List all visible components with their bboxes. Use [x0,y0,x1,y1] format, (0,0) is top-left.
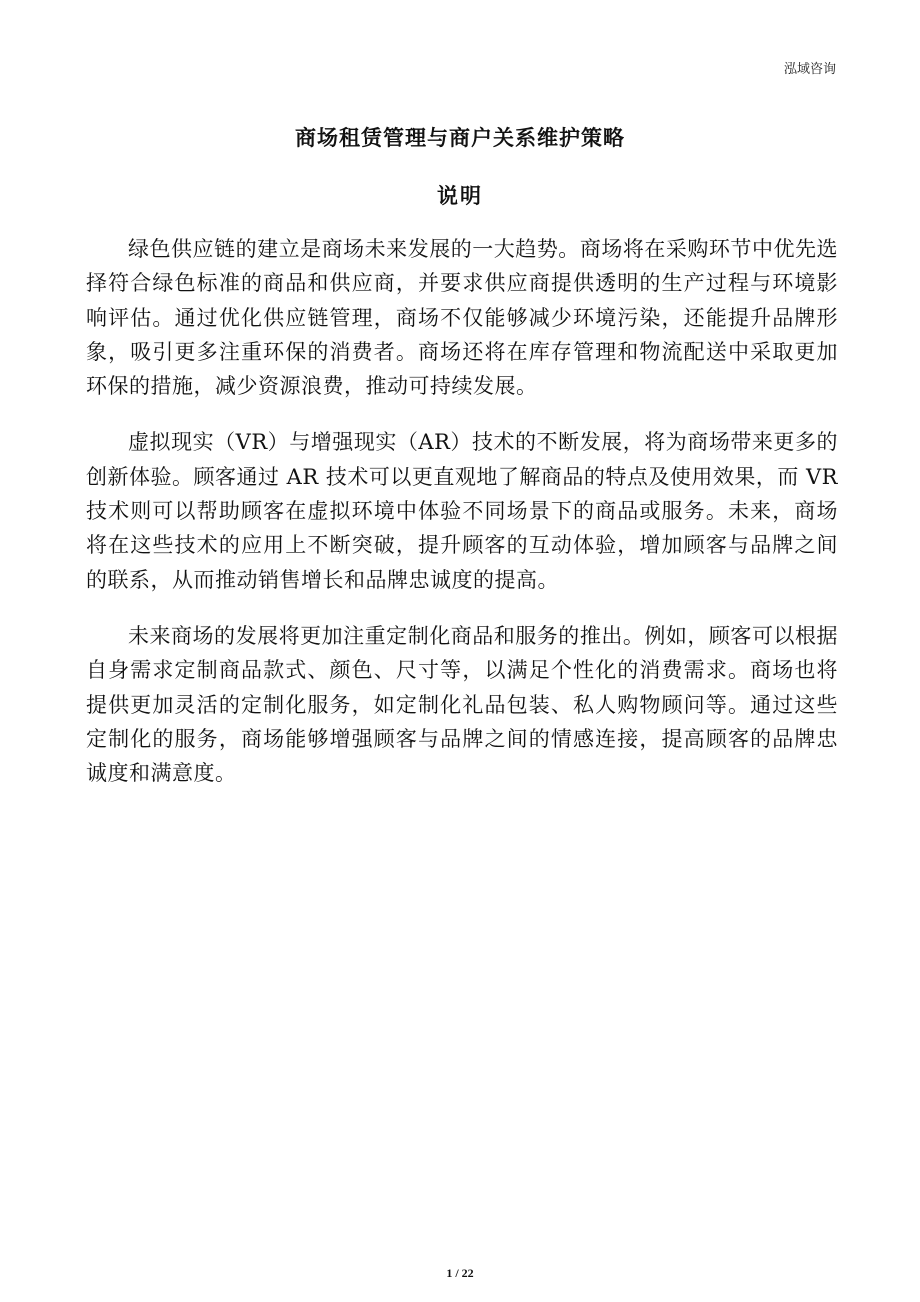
document-title: 商场租赁管理与商户关系维护策略 [295,126,625,150]
header-organization: 泓域咨询 [783,62,836,77]
paragraph-customization: 未来商场的发展将更加注重定制化商品和服务的推出。例如，顾客可以根据自身需求定制商品款式、颜色、尺寸等，以满足个性化的消费需求。商场也将提供更加灵活的定制化服务，如定制化礼品包装、私人购物顾问等。通过这些定制化的服务，商场能够增强顾客与品牌之间的情感连接，提高顾客的品牌忠诚度和满意度。 [86,623,838,786]
document-subtitle: 说明 [437,184,483,208]
page-number: 1 / 22 [446,1266,474,1280]
paragraph-green-supply-chain: 绿色供应链的建立是商场未来发展的一大趋势。商场将在采购环节中优先选择符合绿色标准的商品和供应商，并要求供应商提供透明的生产过程与环境影响评估。通过优化供应链管理，商场不仅能够减少环境污染，还能提升品牌形象，吸引更多注重环保的消费者。商场还将在库存管理和物流配送中采取更加环保的措施，减少资源浪费，推动可持续发展。 [86,237,838,399]
paragraph-vr-ar-technology: 虚拟现实（VR）与增强现实（AR）技术的不断发展，将为商场带来更多的创新体验。顾客通过 AR 技术可以更直观地了解商品的特点及使用效果，而 VR 技术则可以帮助顾客在虚拟环境中体验不同场景下的商品或服务。未来，商场将在这些技术的应用上不断突破，提升顾客的互动体验，增加顾客与品牌之间的联系，从而推动销售增长和品牌忠诚度的提高。 [86,430,838,592]
document-body [86,232,838,812]
